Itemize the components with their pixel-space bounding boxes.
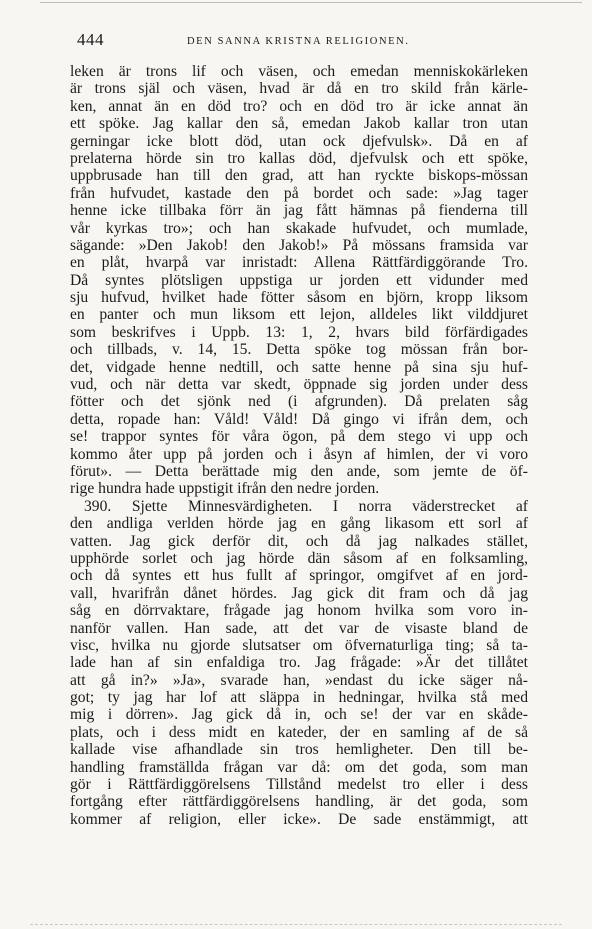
text-line: gerningar icke blott död, utan ock djefvulsk». Då en af [70, 132, 528, 150]
text-line: gör i Rättfärdiggörelsens Tillstånd medelst tro eller i dess [70, 776, 528, 794]
text-line: ett spöke. Jag kallar den så, emedan Jakob kallar tron utan [70, 115, 528, 133]
page-number: 444 [77, 30, 104, 49]
text-line: lade han af sin enfaldiga tro. Jag frågade: »Är det tillåtet [70, 654, 528, 672]
text-line: och då syntes ett hus fullt af springor, omgifvet af en jord- [70, 567, 528, 585]
text-line: upphörde sorlet och jag hörde dän såsom af en folksamling, [70, 549, 528, 567]
top-rule [40, 2, 582, 3]
text-line: ken, annat än en död tro? och en död tro är icke annat än [70, 97, 528, 115]
text-line: prelaterna hörde sin tro kallas död, djefvulsk och ett spöke, [70, 149, 528, 167]
text-line: sägande: »Den Jakob! den Jakob!» På mössans framsida var [70, 236, 528, 254]
text-line: mig i dörren». Jag gick då in, och se! der var en skåde- [70, 706, 528, 724]
text-line: vud, och när detta var skedt, öppnade sig jorden under dess [70, 376, 528, 394]
text-line: se! trappor syntes för våra ögon, på dem stego vi upp och [70, 428, 528, 446]
text-line: är trons själ och väsen, hvad är då en tro skild från kärle- [70, 80, 528, 98]
text-line: som beskrifves i Uppb. 13: 1, 2, hvars bild förfärdigades [70, 323, 528, 341]
text-line: Då syntes plötsligen uppstiga ur jorden ett vidunder med [70, 271, 528, 289]
text-line: vall, hvarifrån dånet hördes. Jag gick dit fram och då jag [70, 584, 528, 602]
text-line: handling framställda frågan var då: om det goda, som man [70, 758, 528, 776]
text-line: förut». — Detta berättade mig den ande, som jemte de öf- [70, 462, 528, 480]
text-line: och tillbads, v. 14, 15. Detta spöke tog mössan från bor- [70, 341, 528, 359]
text-line: rige hundra hade uppstigit ifrån den nedre jorden. [70, 480, 380, 498]
running-head: DEN SANNA KRISTNA RELIGIONEN. [187, 36, 410, 47]
text-line: såg en dörrvaktare, frågade jag honom hvilka som voro in- [70, 602, 528, 620]
text-line: got; ty jag har lof att släppa in hedningar, hvilka stå med [70, 689, 528, 707]
text-line: från hufvudet, kastade den på bordet och sade: »Jag tager [70, 184, 528, 202]
text-line: den andliga verlden hörde jag en gång likasom ett sorl af [70, 515, 528, 533]
text-line: att gå in?» »Ja», svarade han, »endast du icke säger nå- [70, 671, 528, 689]
text-line: vår kyrkas tro»; och han skakade hufvudet, och mumlade, [70, 219, 528, 237]
text-line: fötter och det sjönk ned (i afgrunden). Då prelaten såg [70, 393, 528, 411]
text-line: det, vidgade henne nedtill, och satte henne på sina sju huf- [70, 358, 528, 376]
text-line: kallade vise afhandlade sin tros hemligheter. Den till be- [70, 741, 528, 759]
text-line: nanför vallen. Han sade, att det var de visaste bland de [70, 619, 528, 637]
text-line: kommo åter upp på jorden och i åsyn af himlen, der vi voro [70, 445, 528, 463]
text-line: detta, ropade han: Våld! Våld! Då gingo vi ifrån dem, och [70, 410, 528, 428]
section-heading-line: 390. Sjette Minnesvärdigheten. I norra väderstrecket af [84, 497, 528, 515]
text-line: kommer af religion, eller icke». De sade enstämmigt, att [70, 810, 528, 828]
text-line: sju hufvud, hvilket hade fötter såsom en björn, kropp liksom [70, 289, 528, 307]
text-line: henne icke tillbaka förr än jag fått hämnas på fienderna till [70, 202, 528, 220]
body-text [70, 63, 528, 828]
text-line: en panter och mun liksom ett lejon, alldeles likt vilddjuret [70, 306, 528, 324]
text-line: visc, hvilka nu gjorde slutsatser om öfvernaturliga ting; så ta- [70, 636, 528, 654]
text-line: uppbrusade han till den grad, att han ryckte biskops-mössan [70, 167, 528, 185]
text-line: fortgång efter rättfärdiggörelsens handling, är det goda, som [70, 793, 528, 811]
text-line: vatten. Jag gick derför dit, och då jag nalkades stället, [70, 532, 528, 550]
text-line: en plåt, hvarpå var inristadt: Allena Rättfärdiggörande Tro. [70, 254, 528, 272]
text-line: plats, och i dess midt en kateder, der en samling af de så [70, 723, 528, 741]
text-line: leken är trons lif och väsen, och emedan menniskokärleken [70, 63, 528, 80]
bottom-rule [30, 924, 562, 925]
